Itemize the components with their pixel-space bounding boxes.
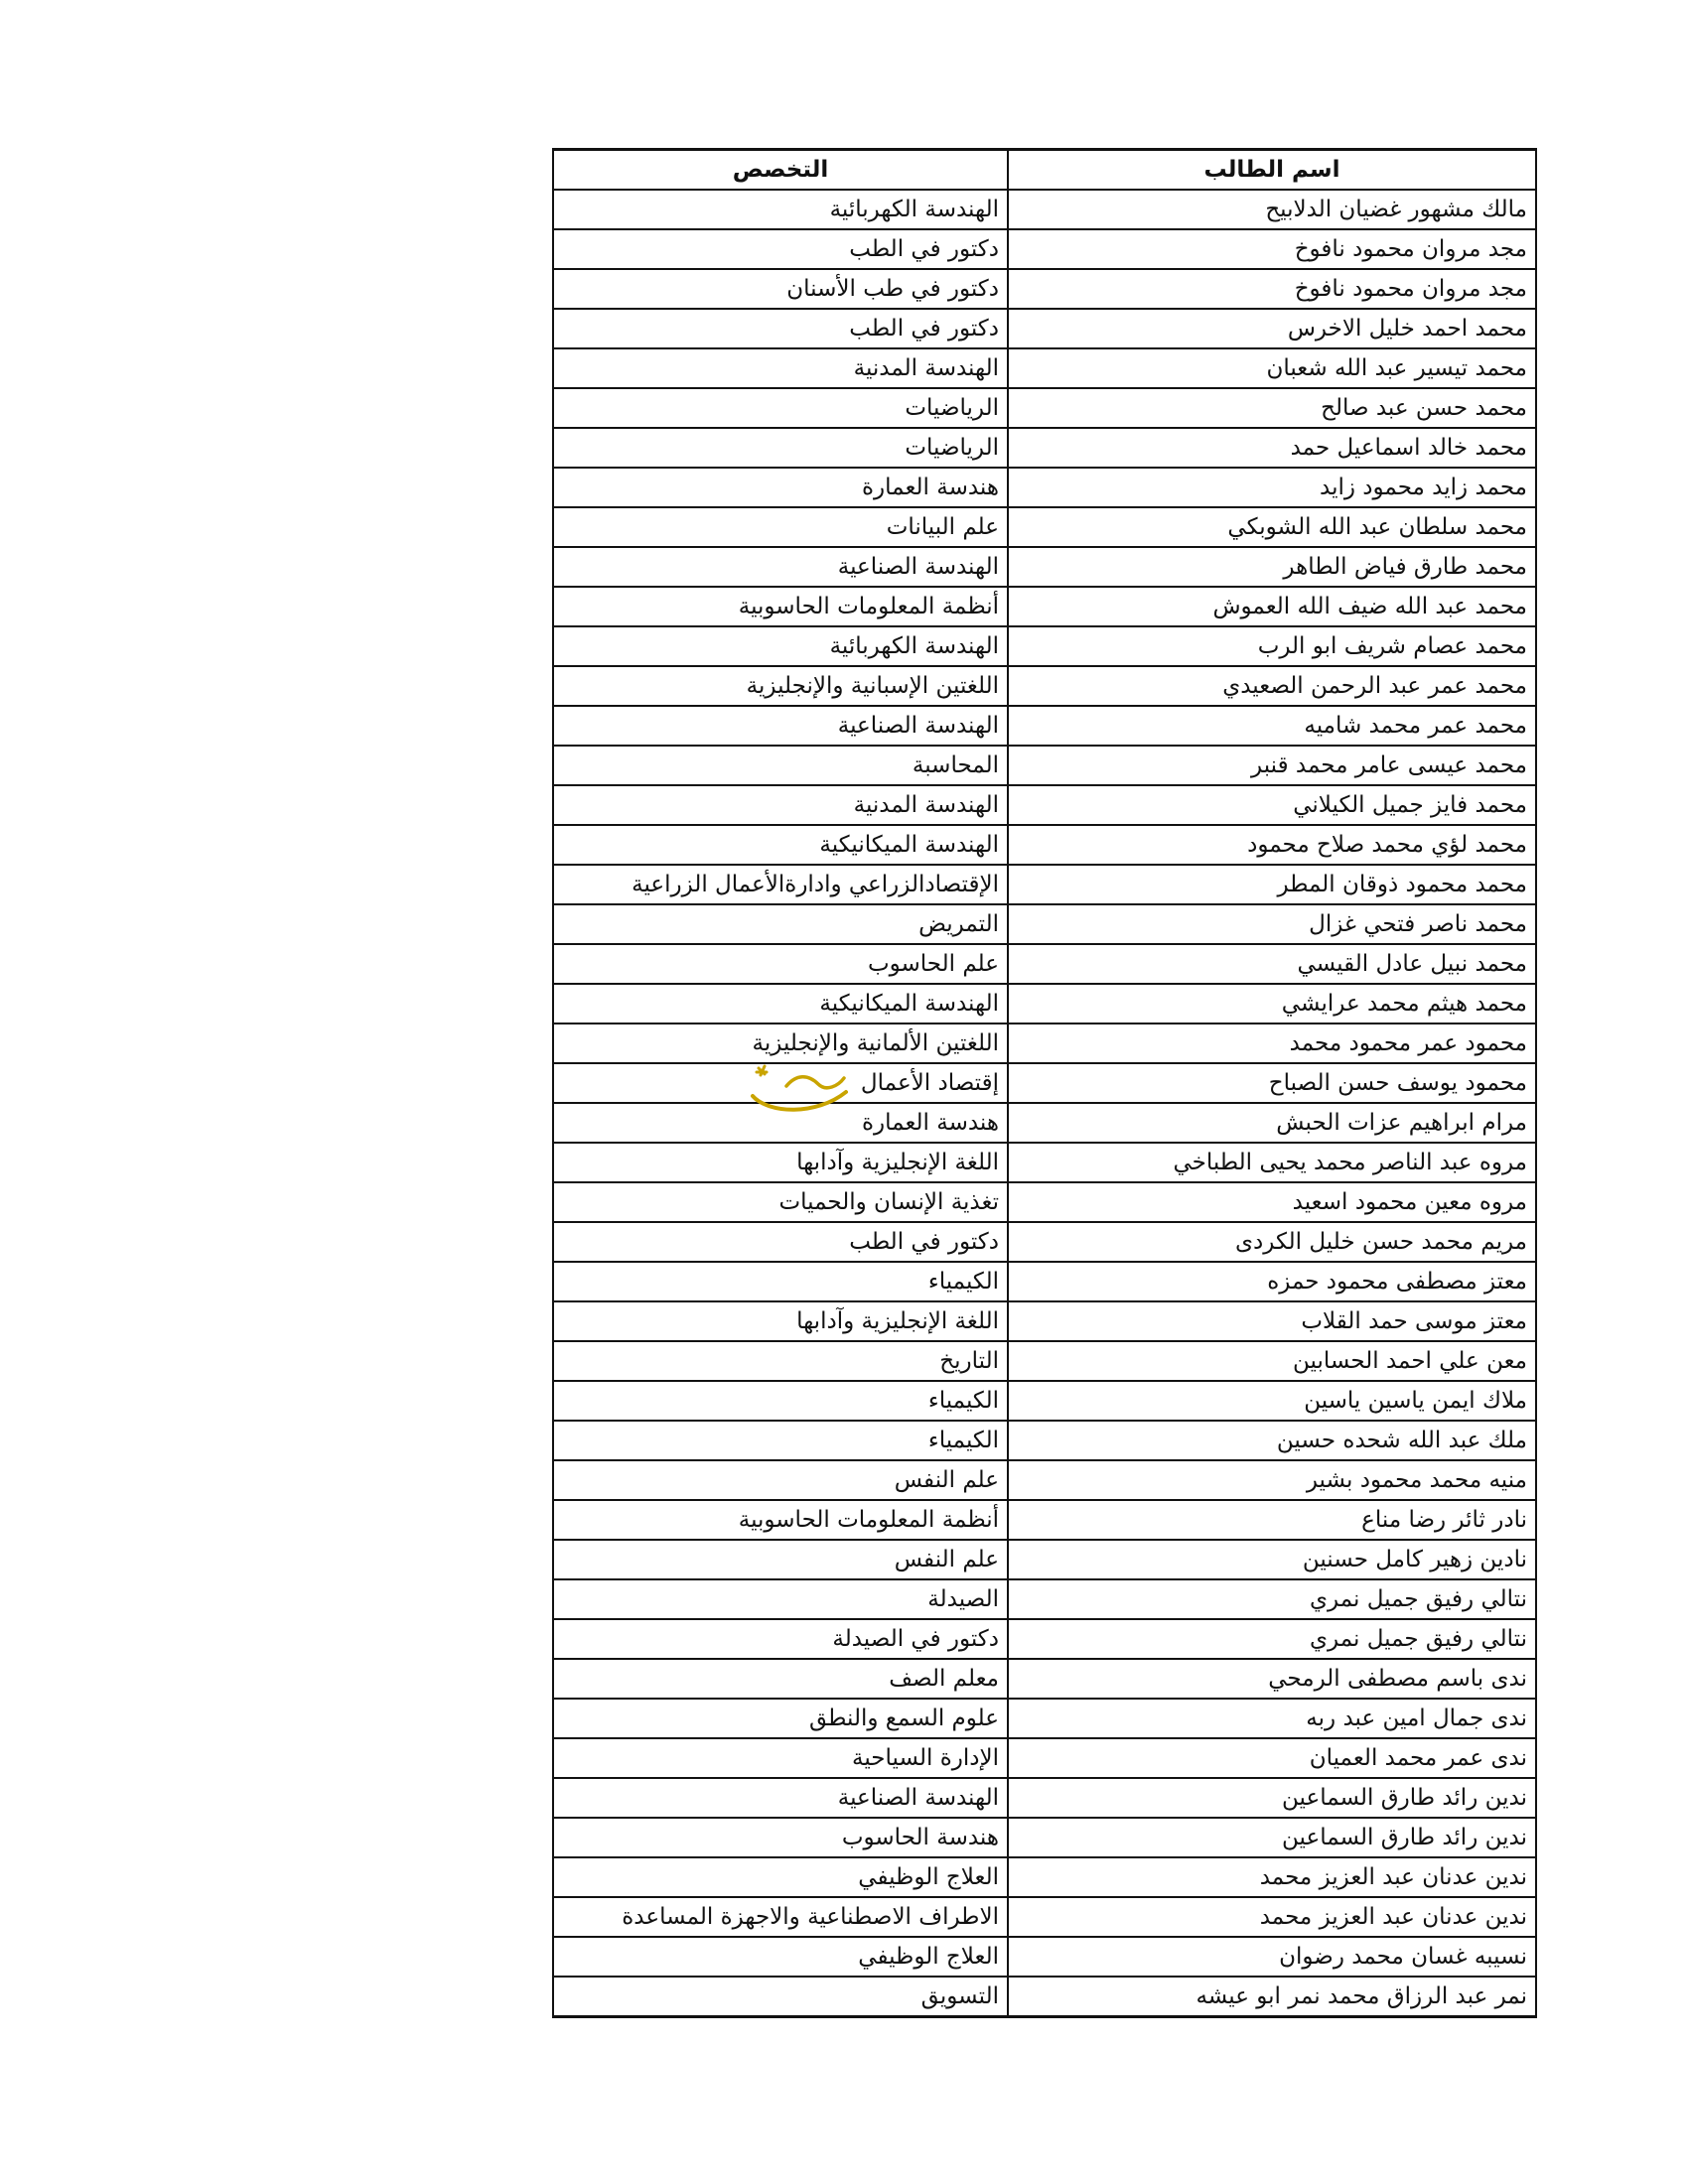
table-row [553, 1222, 1536, 1262]
student-name-cell: محمد فايز جميل الكيلاني [1008, 785, 1536, 825]
major-cell: الرياضيات [553, 428, 1008, 468]
table-row [553, 1897, 1536, 1937]
student-name-cell: محمد احمد خليل الاخرس [1008, 309, 1536, 348]
major-cell: التسويق [553, 1977, 1008, 2017]
major-cell: الصيدلة [553, 1579, 1008, 1619]
major-cell: الهندسة الكهربائية [553, 626, 1008, 666]
major-cell: هندسة الحاسوب [553, 1818, 1008, 1857]
major-cell: العلاج الوظيفي [553, 1857, 1008, 1897]
major-cell: علم البيانات [553, 507, 1008, 547]
student-name-cell: ندين عدنان عبد العزيز محمد [1008, 1857, 1536, 1897]
major-cell: الهندسة الميكانيكية [553, 984, 1008, 1024]
student-name-cell: ملك عبد الله شحده حسين [1008, 1421, 1536, 1460]
student-name-cell: ندين عدنان عبد العزيز محمد [1008, 1897, 1536, 1937]
student-name-cell: محمد عمر عبد الرحمن الصعيدي [1008, 666, 1536, 706]
student-name-cell: محمد محمود ذوقان المطر [1008, 865, 1536, 904]
student-name-cell: محمد ناصر فتحي غزال [1008, 904, 1536, 944]
table-row [553, 666, 1536, 706]
student-name-cell: محمد نبيل عادل القيسي [1008, 944, 1536, 984]
student-name-cell: محمد هيثم محمد عرايشي [1008, 984, 1536, 1024]
table-row [553, 1738, 1536, 1778]
student-name-cell: محمد عصام شريف ابو الرب [1008, 626, 1536, 666]
header-student-name: اسم الطالب [1008, 150, 1536, 191]
major-cell: الهندسة الصناعية [553, 706, 1008, 746]
table-row [553, 1579, 1536, 1619]
table-row [553, 1103, 1536, 1143]
table-row [553, 785, 1536, 825]
header-major: التخصص [553, 150, 1008, 191]
major-cell: اللغتين الألمانية والإنجليزية [553, 1024, 1008, 1063]
table-body [553, 190, 1536, 2017]
student-name-cell: ندين رائد طارق السماعين [1008, 1778, 1536, 1818]
table-row [553, 190, 1536, 229]
major-cell: التاريخ [553, 1341, 1008, 1381]
student-name-cell: ندى باسم مصطفى الرمحي [1008, 1659, 1536, 1699]
student-name-cell: نتالي رفيق جميل نمري [1008, 1619, 1536, 1659]
student-name-cell: ندى جمال امين عبد ربه [1008, 1699, 1536, 1738]
major-cell: الهندسة الكهربائية [553, 190, 1008, 229]
table-row [553, 428, 1536, 468]
table-row [553, 1341, 1536, 1381]
student-name-cell: محمد عيسى عامر محمد قنبر [1008, 746, 1536, 785]
major-cell: دكتور في طب الأسنان [553, 269, 1008, 309]
table-row [553, 1540, 1536, 1579]
table-row [553, 348, 1536, 388]
table-row [553, 1659, 1536, 1699]
major-cell: إقتصاد الأعمال [553, 1063, 1008, 1103]
major-cell: الكيمياء [553, 1262, 1008, 1301]
student-name-cell: محمد سلطان عبد الله الشوبكي [1008, 507, 1536, 547]
table-row [553, 904, 1536, 944]
student-name-cell: محمد لؤي محمد صلاح محمود [1008, 825, 1536, 865]
student-name-cell: ندين رائد طارق السماعين [1008, 1818, 1536, 1857]
student-name-cell: مجد مروان محمود نافوخ [1008, 229, 1536, 269]
table-row [553, 746, 1536, 785]
major-cell: اللغة الإنجليزية وآدابها [553, 1143, 1008, 1182]
table-row [553, 507, 1536, 547]
student-name-cell: مروه عبد الناصر محمد يحيى الطباخي [1008, 1143, 1536, 1182]
major-cell: الهندسة الصناعية [553, 547, 1008, 587]
table-row [553, 1421, 1536, 1460]
student-name-cell: محمد طارق فياض الطاهر [1008, 547, 1536, 587]
major-cell: الهندسة الصناعية [553, 1778, 1008, 1818]
student-name-cell: محمود عمر محمود محمد [1008, 1024, 1536, 1063]
major-cell: الإدارة السياحية [553, 1738, 1008, 1778]
major-cell: الهندسة الميكانيكية [553, 825, 1008, 865]
major-cell: تغذية الإنسان والحميات [553, 1182, 1008, 1222]
table-row [553, 468, 1536, 507]
table-row [553, 1301, 1536, 1341]
major-cell: اللغتين الإسبانية والإنجليزية [553, 666, 1008, 706]
major-cell: الرياضيات [553, 388, 1008, 428]
major-cell: علوم السمع والنطق [553, 1699, 1008, 1738]
major-cell: الهندسة المدنية [553, 348, 1008, 388]
student-name-cell: مريم محمد حسن خليل الكردى [1008, 1222, 1536, 1262]
student-name-cell: منيه محمد محمود بشير [1008, 1460, 1536, 1500]
student-name-cell: نادر ثائر رضا مناع [1008, 1500, 1536, 1540]
student-name-cell: نتالي رفيق جميل نمري [1008, 1579, 1536, 1619]
table-row [553, 1699, 1536, 1738]
table-row [553, 1024, 1536, 1063]
student-name-cell: محمد زايد محمود زايد [1008, 468, 1536, 507]
table-header-row [553, 150, 1536, 191]
major-cell: الكيمياء [553, 1381, 1008, 1421]
major-cell: الإقتصادالزراعي وادارةالأعمال الزراعية [553, 865, 1008, 904]
table-row [553, 1182, 1536, 1222]
table-row [553, 984, 1536, 1024]
table-row [553, 706, 1536, 746]
student-majors-table [552, 148, 1537, 2018]
table-row [553, 1381, 1536, 1421]
table-row [553, 944, 1536, 984]
student-name-cell: نسيبه غسان محمد رضوان [1008, 1937, 1536, 1977]
student-name-cell: محمد تيسير عبد الله شعبان [1008, 348, 1536, 388]
table-row [553, 1619, 1536, 1659]
major-cell: أنظمة المعلومات الحاسوبية [553, 1500, 1008, 1540]
student-name-cell: محمد عبد الله ضيف الله العموش [1008, 587, 1536, 626]
student-name-cell: محمد خالد اسماعيل حمد [1008, 428, 1536, 468]
major-cell: معلم الصف [553, 1659, 1008, 1699]
student-name-cell: ملاك ايمن ياسين ياسين [1008, 1381, 1536, 1421]
major-cell: علم النفس [553, 1460, 1008, 1500]
table-row [553, 547, 1536, 587]
major-cell: المحاسبة [553, 746, 1008, 785]
student-name-cell: محمد حسن عبد صالح [1008, 388, 1536, 428]
student-name-cell: نمر عبد الرزاق محمد نمر ابو عيشه [1008, 1977, 1536, 2017]
table-row [553, 1500, 1536, 1540]
table-row [553, 1937, 1536, 1977]
student-name-cell: مالك مشهور غضيان الدلابيح [1008, 190, 1536, 229]
table-row [553, 309, 1536, 348]
major-cell: أنظمة المعلومات الحاسوبية [553, 587, 1008, 626]
table-row [553, 1778, 1536, 1818]
major-cell: الكيمياء [553, 1421, 1008, 1460]
major-cell: الاطراف الاصطناعية والاجهزة المساعدة [553, 1897, 1008, 1937]
student-name-cell: نادين زهير كامل حسنين [1008, 1540, 1536, 1579]
major-cell: دكتور في الطب [553, 309, 1008, 348]
table-row [553, 1818, 1536, 1857]
table-row [553, 1262, 1536, 1301]
major-cell: دكتور في الطب [553, 229, 1008, 269]
table-row [553, 1857, 1536, 1897]
table-row [553, 388, 1536, 428]
table-row [553, 865, 1536, 904]
student-name-cell: معتز موسى حمد القلاب [1008, 1301, 1536, 1341]
major-cell: علم الحاسوب [553, 944, 1008, 984]
student-name-cell: معن علي احمد الحسابين [1008, 1341, 1536, 1381]
major-cell: اللغة الإنجليزية وآدابها [553, 1301, 1008, 1341]
student-name-cell: معتز مصطفى محمود حمزه [1008, 1262, 1536, 1301]
student-name-cell: محمد عمر محمد شاميه [1008, 706, 1536, 746]
table-row [553, 587, 1536, 626]
student-name-cell: مرام ابراهيم عزات الحبش [1008, 1103, 1536, 1143]
major-cell: دكتور في الطب [553, 1222, 1008, 1262]
table-row [553, 1143, 1536, 1182]
table-row [553, 1977, 1536, 2017]
table-row [553, 1460, 1536, 1500]
major-cell: الهندسة المدنية [553, 785, 1008, 825]
student-name-cell: مروه معين محمود اسعيد [1008, 1182, 1536, 1222]
major-cell: العلاج الوظيفي [553, 1937, 1008, 1977]
table-row [553, 1063, 1536, 1103]
student-name-cell: مجد مروان محمود نافوخ [1008, 269, 1536, 309]
major-cell: هندسة العمارة [553, 468, 1008, 507]
student-name-cell: محمود يوسف حسن الصباح [1008, 1063, 1536, 1103]
table-row [553, 626, 1536, 666]
major-cell: هندسة العمارة [553, 1103, 1008, 1143]
major-cell: دكتور في الصيدلة [553, 1619, 1008, 1659]
table-row [553, 269, 1536, 309]
student-name-cell: ندى عمر محمد العميان [1008, 1738, 1536, 1778]
major-cell: علم النفس [553, 1540, 1008, 1579]
table-row [553, 825, 1536, 865]
table-row [553, 229, 1536, 269]
major-cell: التمريض [553, 904, 1008, 944]
